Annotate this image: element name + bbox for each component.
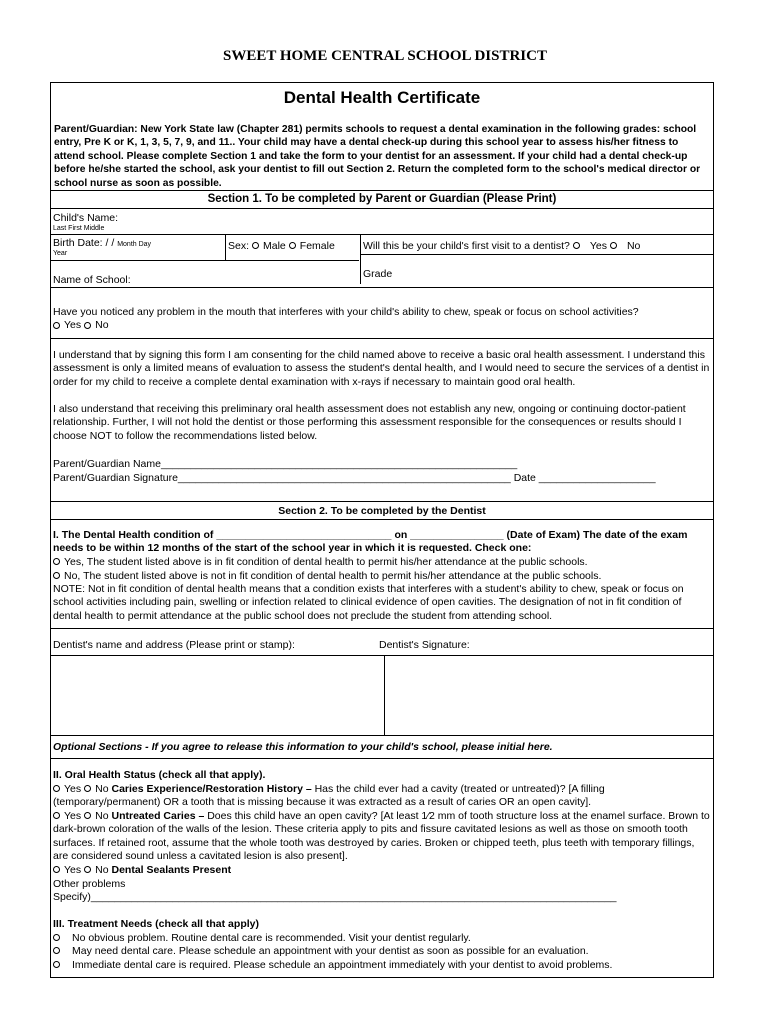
radio-circle-icon[interactable] <box>53 812 60 819</box>
caries-item: Yes No Caries Experience/Restoration History – Has the child ever had a cavity (treated or untreated)? [A filling (temporary/permanent) OR a tooth that is missing because it was extracted as a result of caries OR an open cavity]. <box>53 783 605 809</box>
radio-circle-icon[interactable] <box>84 322 91 329</box>
first-visit-question: Will this be your child's first visit to a dentist? Yes No <box>363 240 641 252</box>
consent-paragraph-2: I also understand that receiving this preliminary oral health assessment does not establish any new, ongoing or continuing doctor-patient relationship. Further, I will not hold the dentist or those performing this assessment responsible for the consequences or results should I choose NOT to follow the recommendations listed below. <box>53 403 686 442</box>
radio-circle-icon[interactable] <box>53 322 60 329</box>
not-fit-option[interactable]: No, The student listed above is not in fit condition of dental health to permit his/her attendance at the public schools. <box>53 570 711 583</box>
treatment-option-1[interactable]: No obvious problem. Routine dental care is recommended. Visit your dentist regularly. <box>53 932 711 945</box>
child-name-label: Child's Name: <box>53 212 119 224</box>
optional-heading: Optional Sections - If you agree to release this information to your child's school, please initial here. <box>53 741 553 753</box>
grade-label: Grade <box>363 268 393 280</box>
dental-condition-line: I. The Dental Health condition of ______________________________ on ________________ (Date of Exam) The date of the exam needs to be within 12 months of the start of the school year in which it is requested. Check one: <box>53 529 688 555</box>
child-name-sublabel: Last First Middle <box>53 225 105 232</box>
sex-field: Sex: Male Female <box>228 240 335 252</box>
guardian-name-field[interactable]: Parent/Guardian Name_____________________________________________________________ <box>53 458 518 470</box>
oral-status-heading: II. Oral Health Status (check all that apply). <box>53 769 266 781</box>
fit-option[interactable]: Yes, The student listed above is in fit condition of dental health to permit his/her attendance at the public schools. <box>53 556 711 569</box>
radio-circle-icon[interactable] <box>573 242 580 249</box>
radio-circle-icon[interactable] <box>53 961 60 968</box>
dentist-address-box[interactable] <box>51 655 385 735</box>
dental-form <box>50 82 714 978</box>
dentist-signature-box[interactable] <box>385 655 713 735</box>
radio-circle-icon[interactable] <box>53 947 60 954</box>
dentist-name-label: Dentist's name and address (Please print or stamp): <box>53 639 295 651</box>
radio-circle-icon[interactable] <box>610 242 617 249</box>
intro-paragraph: Parent/Guardian: New York State law (Chapter 281) permits schools to request a dental examination in the following grades: school entry, Pre K or K, 1, 3, 5, 7, 9, and 11.. Your child may have a dental check-up during this school year to assess his/her fitness to attend school. Please complete Section 1 and take the form to your dentist for an assessment. If your child had a dental check-up before he/she started the school, ask your dentist to fill out Section 2. Return the completed form to the school's medical director or school nurse as soon as possible. <box>54 124 701 189</box>
treatment-option-2[interactable]: May need dental care. Please schedule an appointment with your dentist as soon as possible for an evaluation. <box>53 945 711 958</box>
radio-circle-icon[interactable] <box>53 572 60 579</box>
radio-circle-icon[interactable] <box>252 242 259 249</box>
radio-circle-icon[interactable] <box>84 866 91 873</box>
radio-circle-icon[interactable] <box>84 785 91 792</box>
birth-date-field[interactable]: Birth Date: / / Month Day <box>53 237 152 249</box>
section2-heading: Section 2. To be completed by the Dentist <box>278 505 486 517</box>
radio-circle-icon[interactable] <box>53 785 60 792</box>
guardian-signature-field[interactable]: Parent/Guardian Signature_________________________________________________________ Date ____________________ <box>53 472 656 484</box>
treatment-heading: III. Treatment Needs (check all that apply) <box>53 918 259 930</box>
consent-paragraph-1: I understand that by signing this form I am consenting for the child named above to receive a basic oral health assessment. I understand this assessment is only a limited means of evaluation to assess the student's dental health, and I would need to secure the services of a dentist in order for my child to receive a complete dental examination with x-rays if necessary to maintain good oral health. <box>53 349 710 388</box>
specify-field[interactable]: Specify)__________________________________________________________________________________________ <box>53 891 617 903</box>
untreated-caries-item: Yes No Untreated Caries – Does this child have an open cavity? [At least 1⁄2 mm of tooth structure loss at the enamel surface. Brown to dark-brown coloration of the walls of the lesion. These criteria apply to pits and fissure cavitated lesions as well as those on smooth tooth surfaces. If retained root, assume that the whole tooth was destroyed by caries. Broken or chipped teeth, plus teeth with temporary fillings, are considered sound unless a cavitated lesion is also present]. <box>53 810 710 863</box>
dentist-signature-label: Dentist's Signature: <box>379 639 470 651</box>
note-paragraph: NOTE: Not in fit condition of dental health means that a condition exists that interferes with a student's ability to chew, speak or focus on school activities including pain, swelling or infection related to clinical evidence of open cavities. The designation of not in fit condition of dental health to permit attendance at the public school does not preclude the student from attending school. <box>53 583 684 622</box>
form-title: Dental Health Certificate <box>283 88 481 107</box>
radio-circle-icon[interactable] <box>53 934 60 941</box>
sealants-item: Yes No Dental Sealants Present <box>53 864 711 877</box>
radio-circle-icon[interactable] <box>84 812 91 819</box>
treatment-option-3[interactable]: Immediate dental care is required. Please schedule an appointment immediately with your dentist to avoid problems. <box>53 959 711 972</box>
district-heading: SWEET HOME CENTRAL SCHOOL DISTRICT <box>223 48 547 64</box>
radio-circle-icon[interactable] <box>289 242 296 249</box>
other-problems-label: Other problems <box>53 878 126 890</box>
radio-circle-icon[interactable] <box>53 558 60 565</box>
school-name-label: Name of School: <box>53 274 131 286</box>
birth-date-year: Year <box>53 250 68 257</box>
section1-heading: Section 1. To be completed by Parent or Guardian (Please Print) <box>207 193 557 205</box>
radio-circle-icon[interactable] <box>53 866 60 873</box>
problem-question: Have you noticed any problem in the mouth that interferes with your child's ability to chew, speak or focus on school activities? Yes No <box>53 306 639 332</box>
